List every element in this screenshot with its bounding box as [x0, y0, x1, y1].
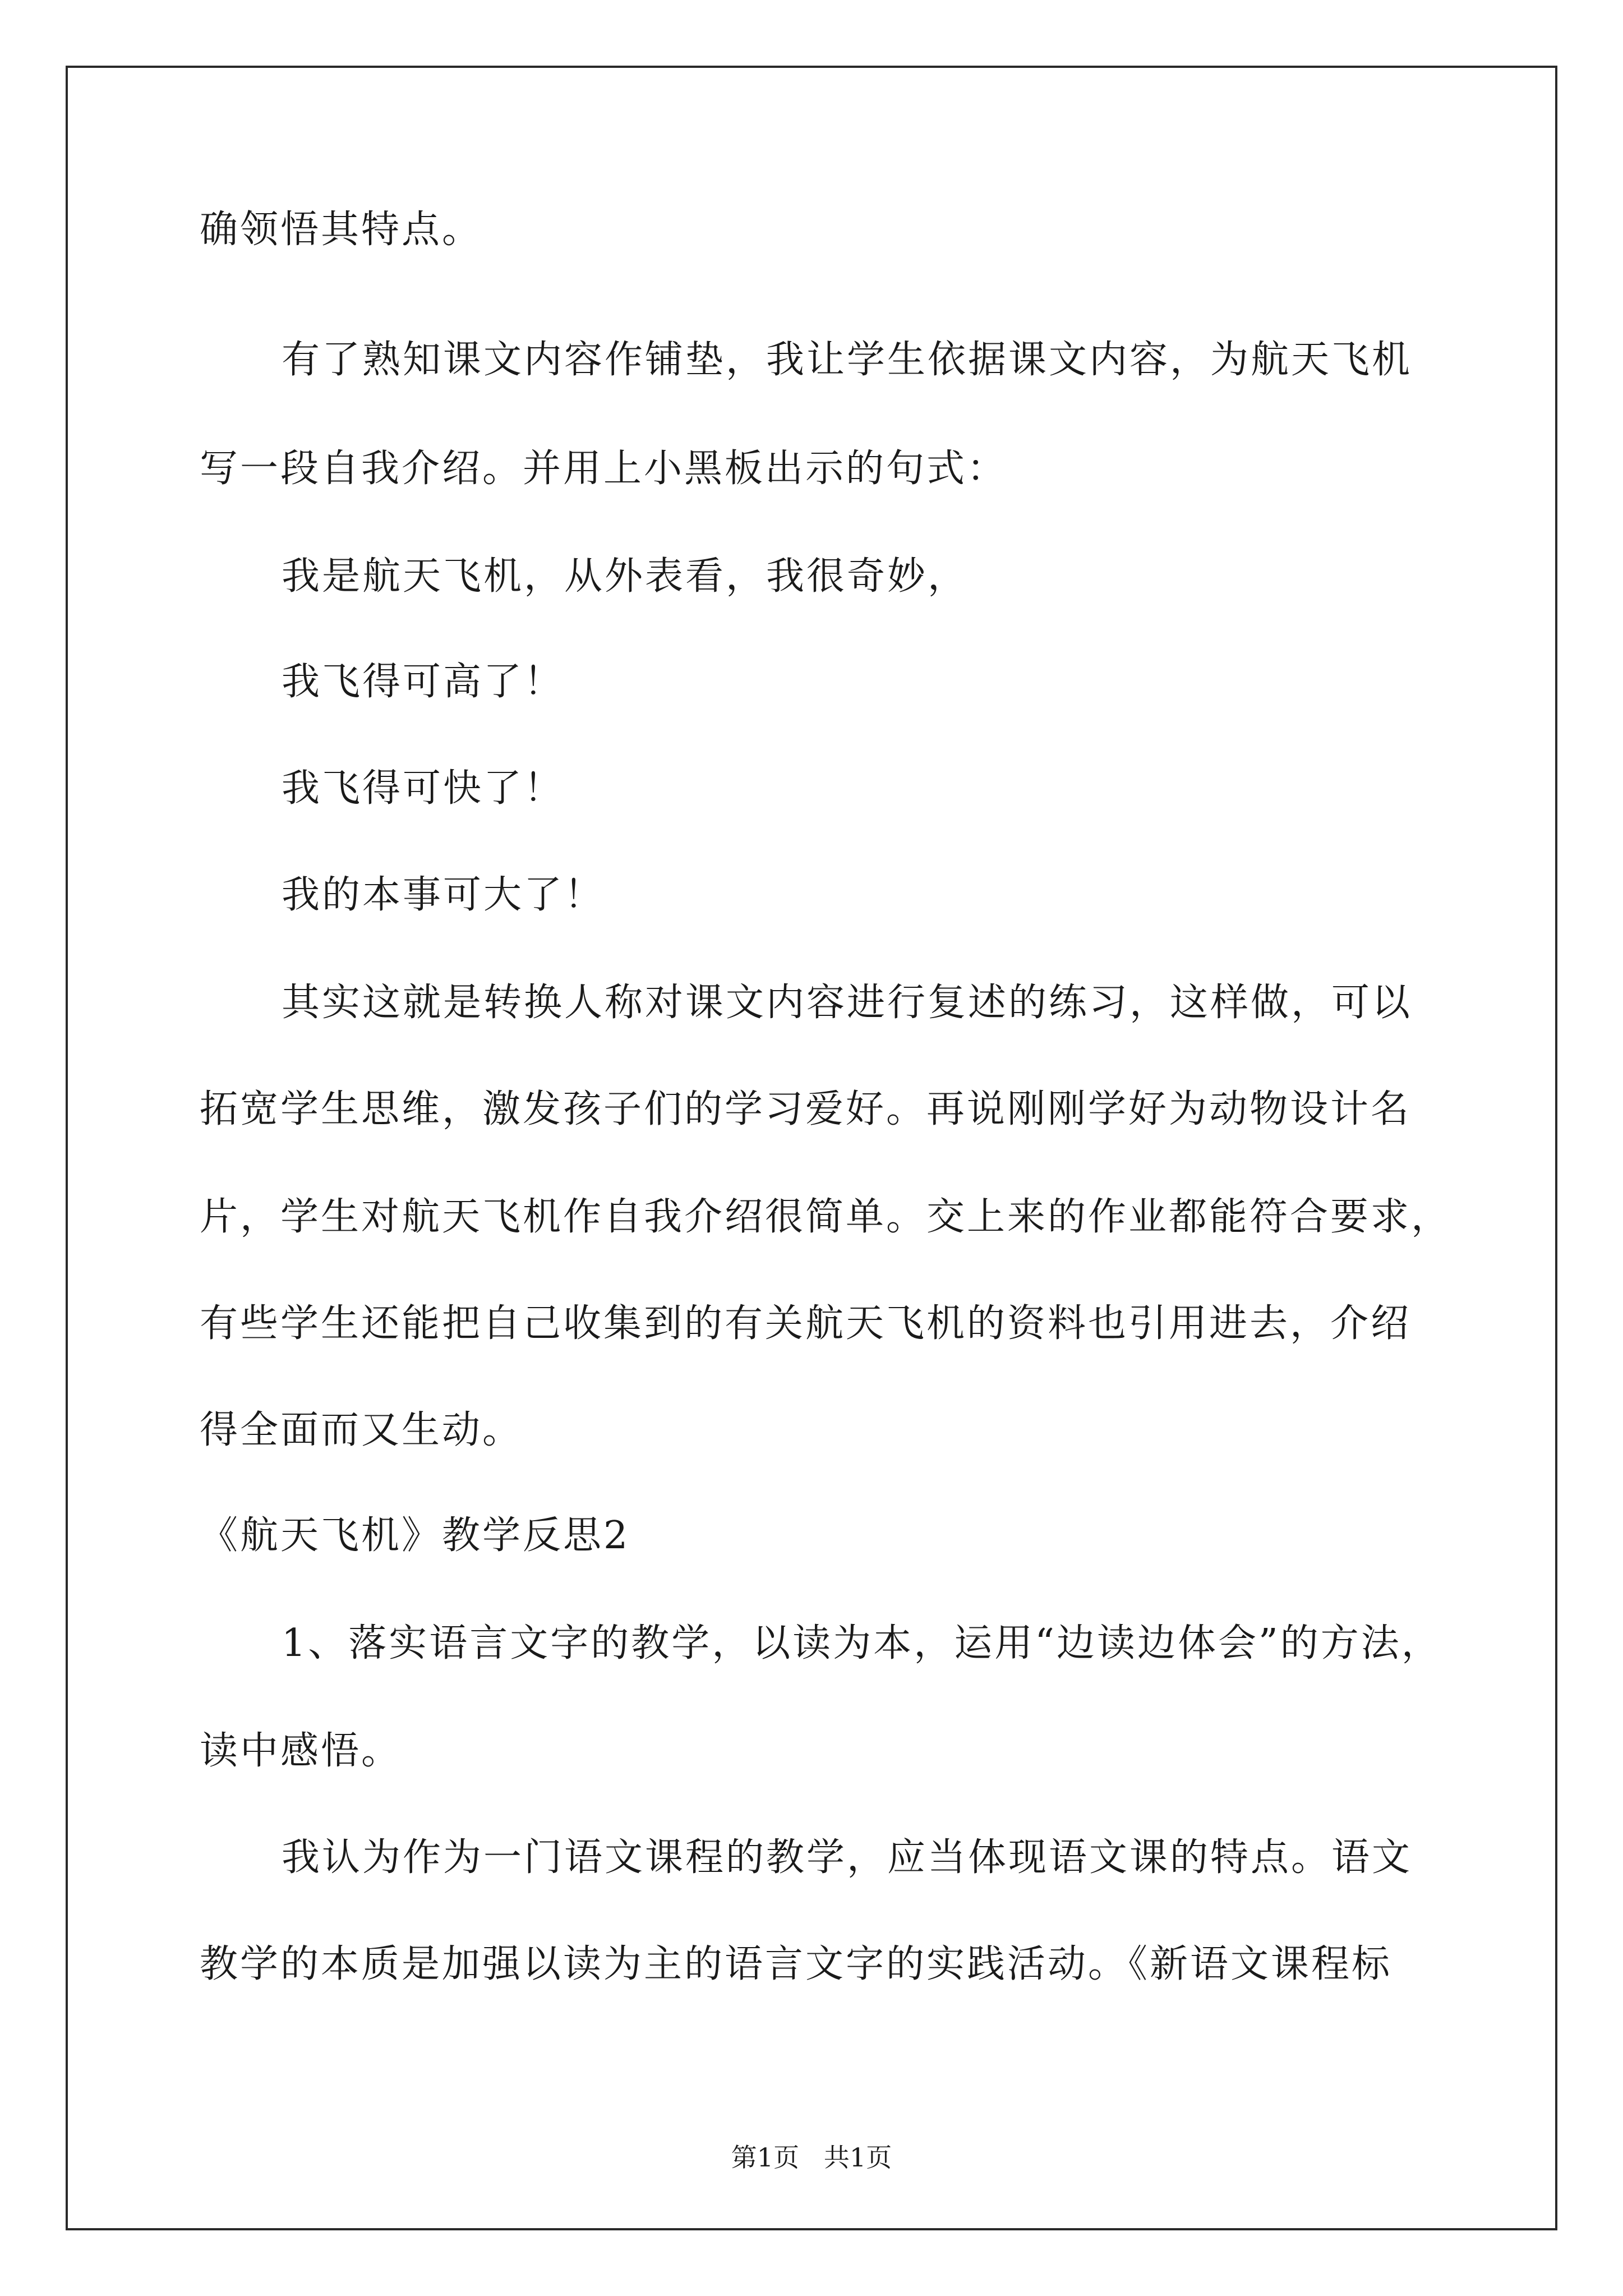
text-line: 其实这就是转换人称对课文内容进行复述的练习，这样做，可以	[282, 981, 1413, 1025]
text-line: 我是航天飞机，从外表看，我很奇妙，	[282, 554, 969, 599]
text-line: 片，学生对航天飞机作自我介绍很简单。交上来的作业都能符合要求，	[200, 1195, 1452, 1239]
page-number: 第1页 共1页	[731, 2142, 892, 2173]
text-line: 得全面而又生动。	[200, 1408, 523, 1452]
text-line: 有了熟知课文内容作铺垫，我让学生依据课文内容，为航天飞机	[282, 338, 1413, 382]
text-line: 写一段自我介绍。并用上小黑板出示的句式：	[200, 447, 1008, 491]
text-line: 拓宽学生思维，激发孩子们的学习爱好。再说刚刚学好为动物设计名	[200, 1087, 1412, 1131]
text-line: 读中感悟。	[200, 1729, 402, 1773]
text-line: 我飞得可高了！	[282, 660, 565, 704]
text-line: 有些学生还能把自己收集到的有关航天飞机的资料也引用进去，介绍	[200, 1301, 1412, 1346]
page-border	[66, 66, 1557, 2230]
text-line: 1、落实语言文字的教学，以读为本，运用“边读边体会”的方法，	[282, 1621, 1442, 1665]
text-line: 教学的本质是加强以读为主的语言文字的实践活动。《新语文课程标	[200, 1942, 1393, 1986]
section-heading: 《航天飞机》教学反思2	[200, 1513, 630, 1558]
text-line: 我认为作为一门语文课程的教学，应当体现语文课的特点。语文	[282, 1835, 1413, 1880]
text-line: 确领悟其特点。	[200, 208, 483, 252]
text-line: 我飞得可快了！	[282, 766, 565, 811]
text-line: 我的本事可大了！	[282, 873, 605, 917]
